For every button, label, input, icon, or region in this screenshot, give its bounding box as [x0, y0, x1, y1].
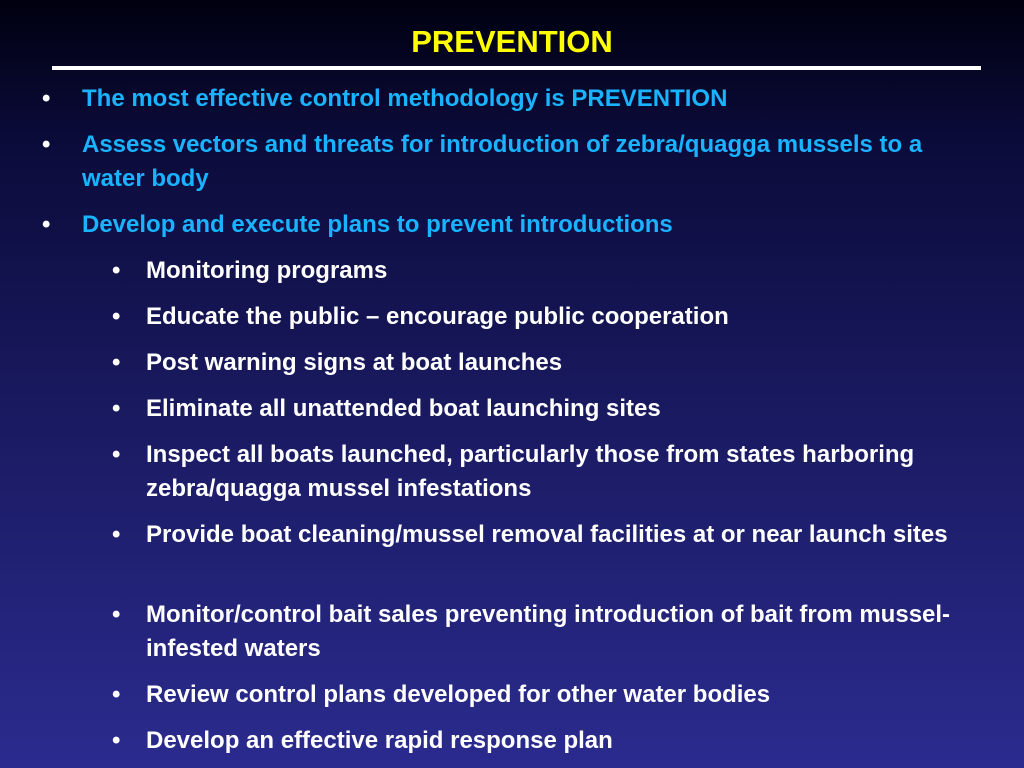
bullet-text: Develop and execute plans to prevent introductions: [82, 211, 673, 238]
sub-bullet-item: [112, 254, 992, 288]
sub-bullet-text: Educate the public – encourage public cooperation: [146, 303, 729, 330]
sub-bullet-item: [112, 518, 992, 552]
sub-bullet-text: Develop an effective rapid response plan: [146, 727, 613, 754]
bullet-dot-icon: •: [112, 395, 121, 422]
sub-bullet-item: [112, 438, 992, 506]
bullet-text: The most effective control methodology is PREVENTION: [82, 85, 728, 112]
bullet-item: [42, 128, 942, 196]
sub-bullet-text: Provide boat cleaning/mussel removal facilities at or near launch sites: [146, 521, 948, 548]
bullet-item: [42, 82, 942, 116]
bullet-item: [42, 208, 942, 242]
bullet-dot-icon: •: [112, 303, 121, 330]
sub-bullet-text: Inspect all boats launched, particularly those from states harboring zebra/quagga mussel infestations: [146, 441, 915, 502]
sub-bullet-item: [112, 300, 992, 334]
bullet-dot-icon: •: [112, 257, 121, 284]
bullet-dot-icon: •: [42, 131, 51, 158]
sub-bullet-text: Monitoring programs: [146, 257, 388, 284]
bullet-dot-icon: •: [112, 349, 121, 376]
slide-title: PREVENTION: [411, 24, 613, 59]
sub-bullet-item: [112, 392, 992, 426]
sub-bullet-item: [112, 346, 992, 380]
bullet-dot-icon: •: [42, 211, 51, 238]
sub-bullet-text: Review control plans developed for other water bodies: [146, 681, 771, 708]
bullet-dot-icon: •: [42, 85, 51, 112]
title-divider: [52, 66, 981, 70]
bullet-dot-icon: •: [112, 441, 121, 468]
bullet-dot-icon: •: [112, 521, 121, 548]
bullet-dot-icon: •: [112, 727, 121, 754]
sub-bullet-item: [112, 724, 992, 758]
sub-bullet-text: Post warning signs at boat launches: [146, 349, 563, 376]
bullet-dot-icon: •: [112, 601, 121, 628]
sub-bullet-text: Eliminate all unattended boat launching sites: [146, 395, 661, 422]
sub-bullet-item: [112, 598, 992, 666]
bullet-dot-icon: •: [112, 681, 121, 708]
sub-bullet-text: Monitor/control bait sales preventing introduction of bait from mussel-infested waters: [146, 601, 951, 662]
sub-bullet-item: [112, 678, 992, 712]
bullet-text: Assess vectors and threats for introduction of zebra/quagga mussels to a water body: [82, 131, 923, 192]
